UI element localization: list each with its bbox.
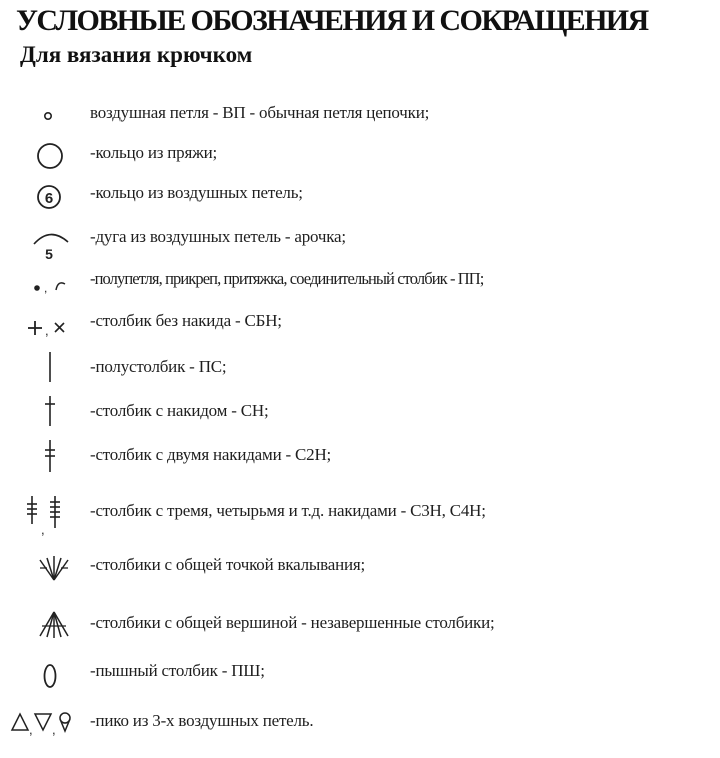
cluster-icon [10, 606, 90, 646]
legend-text: -кольцо из воздушных петель; [90, 183, 303, 202]
dot-hook-icon [10, 262, 90, 302]
page-title: УСЛОВНЫЕ ОБОЗНАЧЕНИЯ И СОКРАЩЕНИЯ [16, 4, 648, 37]
page-subtitle: Для вязания крючком [20, 42, 253, 67]
dagger-icon [10, 394, 90, 434]
legend-text: -столбик с накидом - СН; [90, 401, 269, 420]
legend-text: воздушная петля - ВП - обычная петля цепочки; [90, 103, 430, 122]
svg-text:,: , [52, 722, 56, 737]
numbered-circle-label: 6 [44, 190, 54, 207]
legend-item-yarn-ring [0, 136, 720, 176]
double-dagger-icon [10, 438, 90, 478]
svg-text:,: , [29, 722, 33, 737]
legend-text: -столбик с двумя накидами - С2Н; [90, 445, 332, 464]
small-circle-icon [10, 96, 90, 136]
legend-item-cluster [0, 606, 720, 646]
svg-text:,: , [41, 522, 45, 537]
legend-text: -столбики с общей вершиной - незавершенные столбики; [90, 613, 495, 632]
legend-text: -кольцо из пряжи; [90, 143, 218, 162]
vertical-line-icon [10, 350, 90, 390]
picot-icon [10, 704, 90, 744]
legend-item-chain-ring [0, 176, 720, 216]
legend-item-double-crochet [0, 394, 720, 434]
legend-text: -пышный столбик - ПШ; [90, 661, 265, 680]
legend-item-multi-treble [0, 494, 720, 537]
legend-text: -дуга из воздушных петель - арочка; [90, 227, 346, 246]
legend-item-shell [0, 548, 720, 588]
legend-text: -столбик с тремя, четырьмя и т.д. накидами - С3Н, С4Н; [90, 501, 486, 520]
legend-text: -полустолбик - ПС; [90, 357, 227, 376]
legend-item-half-double [0, 350, 720, 390]
oval-icon [10, 654, 90, 694]
arc-label: 5 [45, 246, 53, 260]
legend-item-single-crochet [0, 304, 720, 344]
legend-item-chain-stitch [0, 96, 720, 136]
circle-icon [10, 136, 90, 176]
svg-text:,: , [45, 323, 49, 338]
legend-text: -столбик без накида - СБН; [90, 311, 282, 330]
arc-icon [10, 220, 90, 260]
fan-icon [10, 548, 90, 588]
legend-item-arc [0, 220, 720, 260]
svg-text:,: , [44, 281, 48, 295]
legend-item-picot [0, 704, 720, 744]
legend-text: -столбики с общей точкой вкалывания; [90, 555, 366, 574]
numbered-circle-icon [10, 176, 90, 216]
plus-cross-icon [10, 304, 90, 344]
legend-item-slip-stitch [0, 262, 720, 302]
legend-text: -полупетля, прикреп, притяжка, соединительный столбик - ПП; [90, 269, 484, 288]
legend-item-treble [0, 438, 720, 478]
legend-item-puff [0, 654, 720, 694]
legend-text: -пико из 3-х воздушных петель. [90, 711, 314, 730]
triple-dagger-icon [10, 494, 90, 537]
